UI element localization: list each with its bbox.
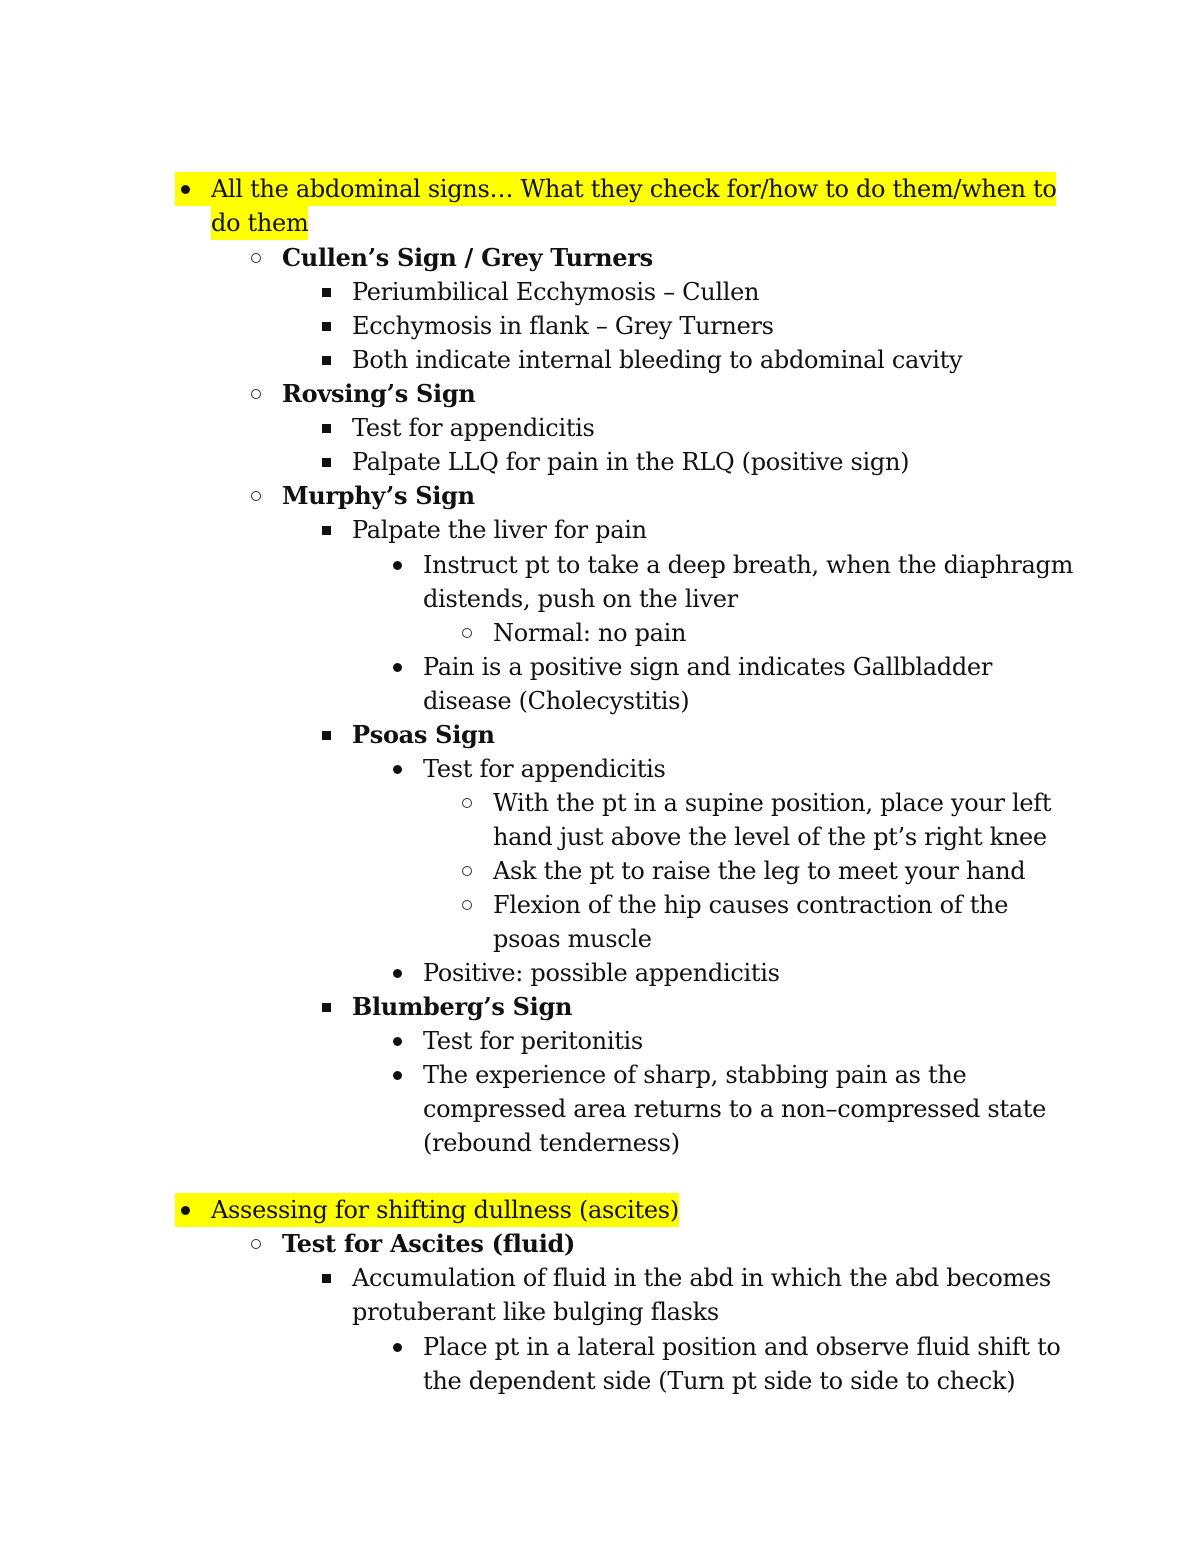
- bullet-dot-icon: [387, 752, 407, 786]
- bullet-dot-icon: [175, 172, 195, 206]
- bullet-dot-icon: [387, 650, 407, 684]
- bullet-dot-icon: [387, 1024, 407, 1058]
- bullet-dot-icon: [175, 1193, 195, 1227]
- section-1-heading: All the abdominal signs… What they check for/how to do them/when to: [175, 172, 1056, 206]
- bullet-dot-icon: [387, 1330, 407, 1364]
- bullet-ring-icon: [457, 616, 477, 650]
- bullet-ring-icon: [457, 888, 477, 922]
- bullet-square-icon: [316, 445, 336, 479]
- bullet-square-icon: [316, 411, 336, 445]
- bullet-dot-icon: [387, 956, 407, 990]
- section-2-heading: Assessing for shifting dullness (ascites): [175, 1193, 679, 1227]
- bullet-ring-icon: [246, 479, 266, 513]
- bullet-square-icon: [316, 1261, 336, 1295]
- bullet-dot-icon: [387, 548, 407, 582]
- bullet-ring-icon: [246, 241, 266, 275]
- bullet-ring-icon: [457, 854, 477, 888]
- bullet-dot-icon: [387, 1058, 407, 1092]
- bullet-square-icon: [316, 343, 336, 377]
- bullet-ring-icon: [457, 786, 477, 820]
- bullet-square-icon: [316, 513, 336, 547]
- document-page: All the abdominal signs… What they check for/how to do them/when to do them Cullen’s Sign / Grey Turners Periumbilical Ecchymosis – Cullen Ecchymosis in flank – Grey Turners Both indicate internal bleeding to abdominal cavity Rovsing’s Sign Test for appendicitis Palpate LLQ for pain in the RLQ (positive sign) Murphy’s Sign Palpate the liver for pain Instruct pt to take a deep breath, when the diaphragm distends, push on the liver Normal: no pain Pain is a positive sign and indicates Gallbladder disease (Cholecystitis) Psoas Sign Test for appendicitis With the pt in a supine position, place your left hand just above the level of the pt’s right knee Ask the pt to raise the leg to meet your hand Flexion of the hip causes contraction of the psoas muscle Positive: possible appendicitis Blumberg’s Sign Test for peritonitis The experience of sharp, stabbing pain as the compressed area returns to a non–compressed state (rebound tenderness) Assessing for shifting dullness (ascites) Test for Ascites (fluid) Accumulation of fluid in the abd in which the abd becomes protuberant like bulging flasks Place pt in a lateral position and observe fluid shift to the dependent side (Turn pt side to side to check): [0, 0, 1200, 1553]
- bullet-ring-icon: [246, 377, 266, 411]
- bullet-square-icon: [316, 718, 336, 752]
- bullet-square-icon: [316, 275, 336, 309]
- bullet-square-icon: [316, 309, 336, 343]
- bullet-square-icon: [316, 990, 336, 1024]
- bullet-ring-icon: [246, 1227, 266, 1261]
